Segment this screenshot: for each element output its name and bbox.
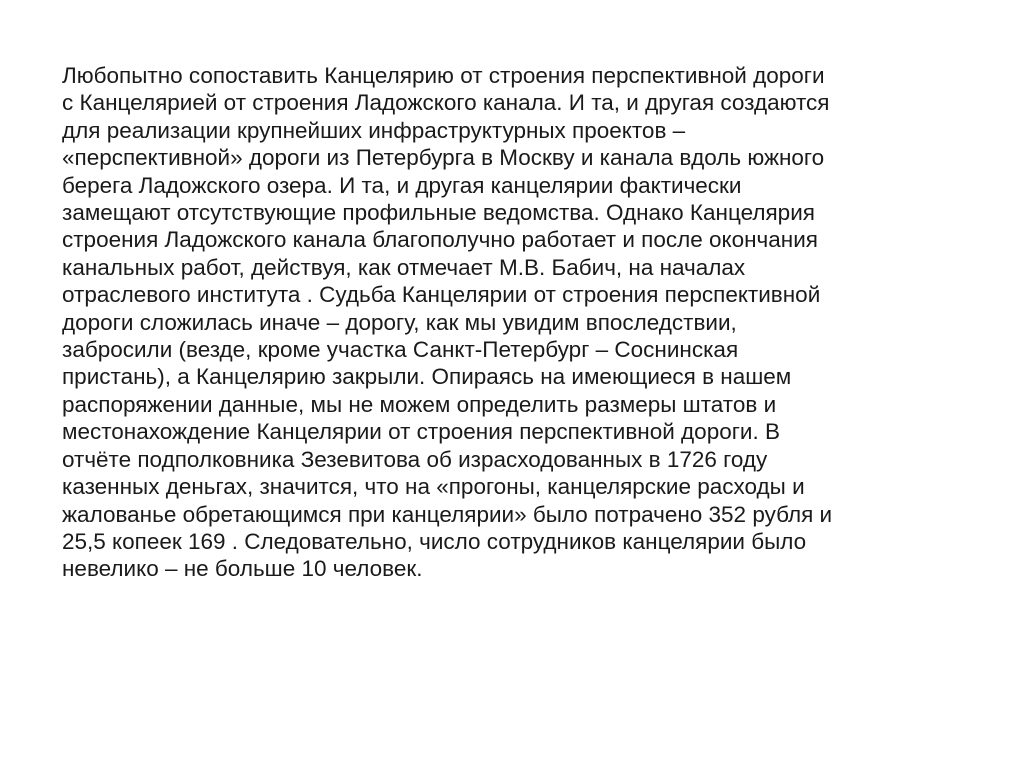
text-line: для реализации крупнейших инфраструктурных проектов – — [62, 117, 686, 143]
text-line: Любопытно сопоставить Канцелярию от строения перспективной дороги — [62, 63, 825, 88]
text-line: отчёте подполковника Зезевитова об израсходованных в 1726 году — [62, 446, 768, 472]
text-line: пристань), а Канцелярию закрыли. Опираясь на имеющиеся в нашем — [62, 364, 792, 390]
text-line: местонахождение Канцелярии от строения перспективной дороги. В — [62, 419, 781, 445]
text-line: невелико – не больше 10 человек. — [62, 556, 423, 582]
text-line: отраслевого института . Судьба Канцелярии от строения перспективной — [62, 282, 821, 308]
body-paragraph — [62, 62, 972, 583]
text-line: «перспективной» дороги из Петербурга в Москву и канала вдоль южного — [62, 145, 825, 171]
text-line: 25,5 копеек 169 . Следовательно, число сотрудников канцелярии было — [62, 528, 807, 554]
text-line: канальных работ, действуя, как отмечает М.В. Бабич, на началах — [62, 254, 746, 280]
text-line: с Канцелярией от строения Ладожского канала. И та, и другая создаются — [62, 90, 830, 116]
text-line: казенных деньгах, значится, что на «прогоны, канцелярские расходы и — [62, 474, 805, 500]
text-line: замещают отсутствующие профильные ведомства. Однако Канцелярия — [62, 200, 815, 226]
text-line: забросили (везде, кроме участка Санкт-Петербург – Соснинская — [62, 337, 739, 363]
text-line: жалованье обретающимся при канцелярии» было потрачено 352 рубля и — [62, 501, 833, 527]
text-line: распоряжении данные, мы не можем определить размеры штатов и — [62, 391, 777, 417]
text-line: строения Ладожского канала благополучно работает и после окончания — [62, 227, 818, 253]
text-line: берега Ладожского озера. И та, и другая канцелярии фактически — [62, 172, 742, 198]
text-line: дороги сложилась иначе – дорогу, как мы увидим впоследствии, — [62, 309, 737, 335]
